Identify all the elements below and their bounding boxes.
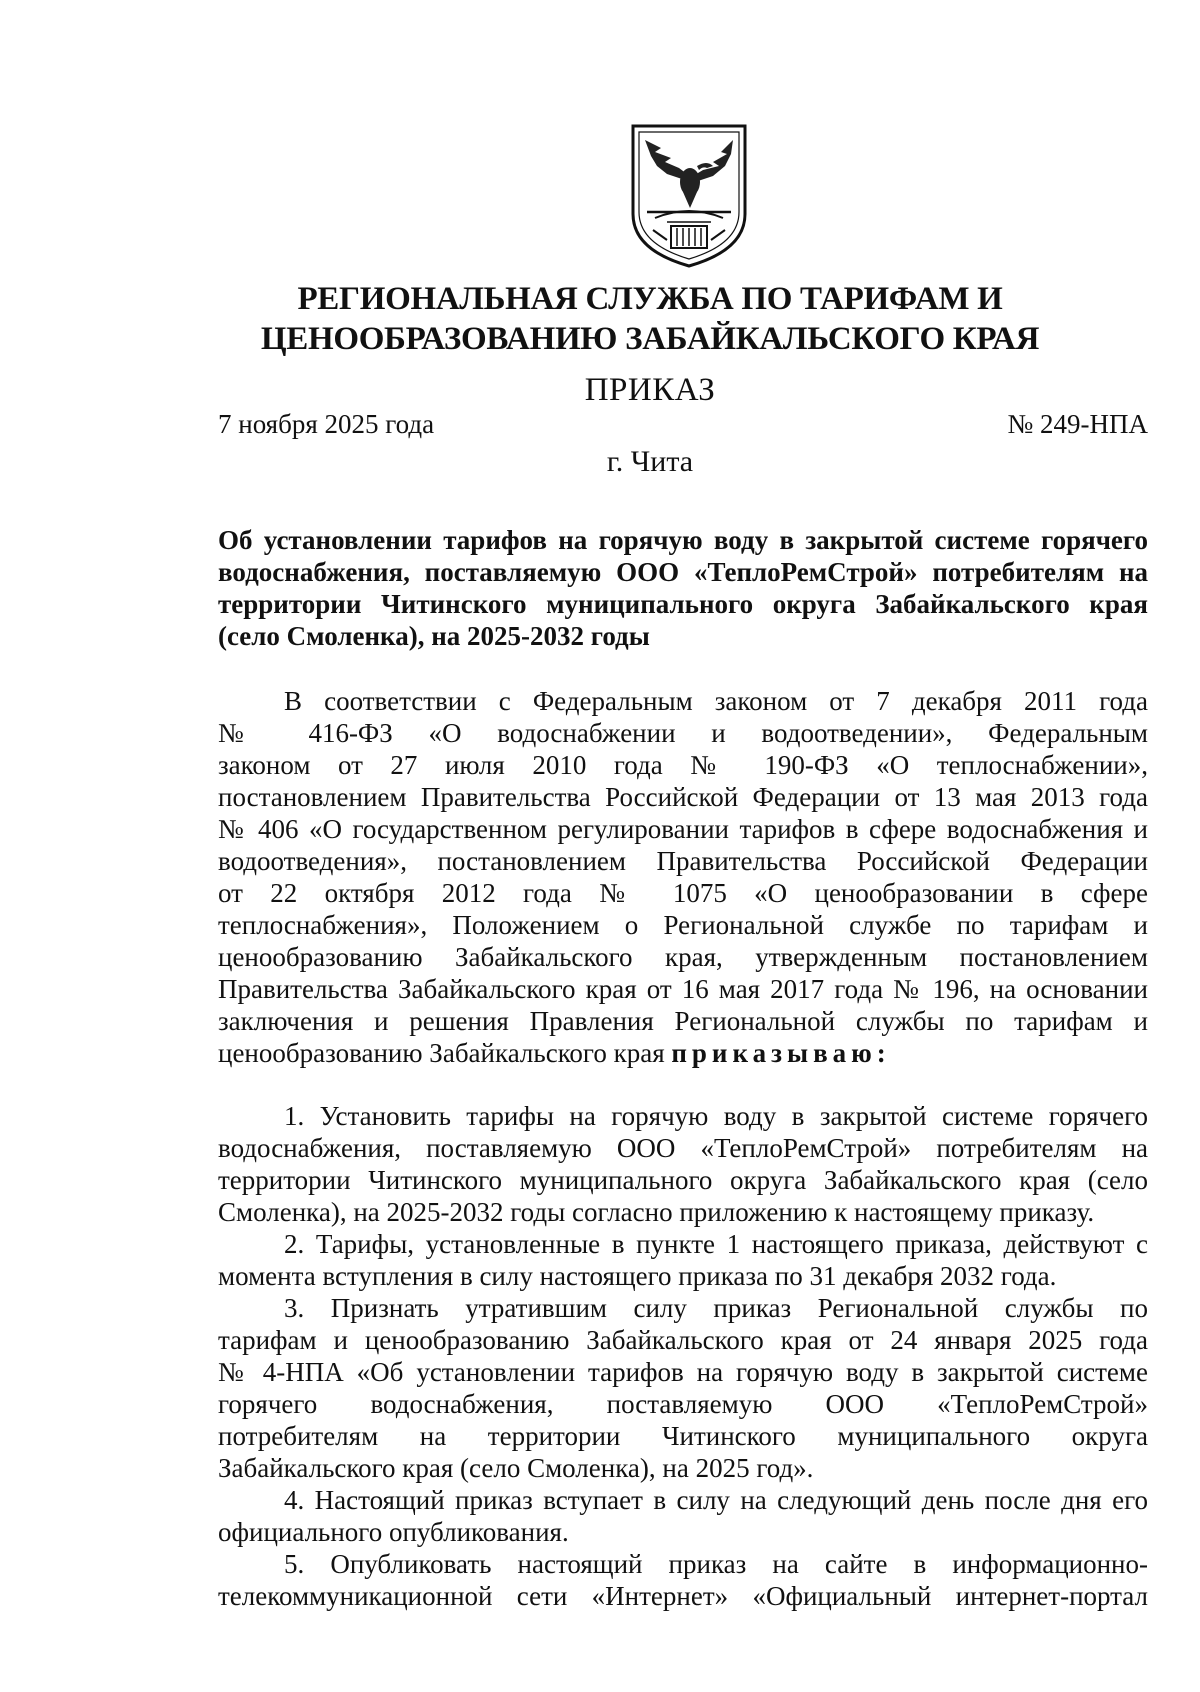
item-line: телекоммуникационной сети «Интернет» «Официальный интернет-портал	[218, 1581, 1148, 1611]
preamble-line: законом от 27 июля 2010 года № 190-ФЗ «О теплоснабжении»,	[218, 750, 1148, 780]
subject-line: территории Читинского муниципального округа Забайкальского края	[218, 589, 1148, 619]
document-type: ПРИКАЗ	[584, 372, 716, 408]
preamble-line: заключения и решения Правления Региональной службы по тарифам и	[218, 1006, 1148, 1036]
item-line: водоснабжения, поставляемую ООО «ТеплоРемСтрой» потребителям на	[218, 1133, 1148, 1163]
preamble-line: № 416-ФЗ «О водоснабжении и водоотведении», Федеральным	[218, 718, 1148, 748]
preamble-line: от 22 октября 2012 года № 1075 «О ценообразовании в сфере	[218, 878, 1148, 908]
item-line: 3. Признать утратившим силу приказ Региональной службы по	[284, 1293, 1148, 1323]
preamble-line: № 406 «О государственном регулировании тарифов в сфере водоснабжения и	[218, 814, 1148, 844]
document-subject	[218, 524, 1148, 652]
item-line: 1. Установить тарифы на горячую воду в закрытой системе горячего	[284, 1101, 1148, 1131]
item-line: 2. Тарифы, установленные в пункте 1 настоящего приказа, действуют с	[284, 1229, 1148, 1259]
item-line: территории Читинского муниципального округа Забайкальского края (село	[218, 1165, 1148, 1195]
item-line: № 4-НПА «Об установлении тарифов на горячую воду в закрытой системе	[218, 1357, 1148, 1387]
item-line: официального опубликования.	[218, 1517, 569, 1547]
preamble-line: теплоснабжения», Положением о Региональной службе по тарифам и	[218, 910, 1148, 940]
item-line: момента вступления в силу настоящего приказа по 31 декабря 2032 года.	[218, 1261, 1057, 1291]
preamble-line: ценообразованию Забайкальского края	[218, 1038, 672, 1068]
preamble-last-line	[218, 1037, 1148, 1069]
preamble-paragraph	[218, 685, 1148, 1069]
preamble-line: водоотведения», постановлением Правительства Российской Федерации	[218, 846, 1148, 876]
item-line: тарифам и ценообразованию Забайкальского края от 24 января 2025 года	[218, 1325, 1148, 1355]
subject-line: Об установлении тарифов на горячую воду в закрытой системе горячего	[218, 525, 1148, 555]
document-city: г. Чита	[606, 445, 694, 478]
document-date: 7 ноября 2025 года	[218, 409, 435, 439]
item-line: потребителям на территории Читинского муниципального округа	[218, 1421, 1148, 1451]
coat-of-arms-icon	[627, 122, 751, 270]
preamble-line: Правительства Забайкальского края от 16 мая 2017 года № 196, на основании	[218, 974, 1148, 1004]
item-line: горячего водоснабжения, поставляемую ООО «ТеплоРемСтрой»	[218, 1389, 1148, 1419]
organization-name-line-2: ЦЕНООБРАЗОВАНИЮ ЗАБАЙКАЛЬСКОГО КРАЯ	[260, 321, 1040, 357]
order-items	[218, 1100, 1148, 1612]
item-line: Смоленка), на 2025-2032 годы согласно приложению к настоящему приказу.	[218, 1197, 1095, 1227]
document-number: № 249-НПА	[1007, 409, 1148, 439]
item-line: 5. Опубликовать настоящий приказ на сайте в информационно-	[284, 1549, 1148, 1579]
preamble-line: постановлением Правительства Российской Федерации от 13 мая 2013 года	[218, 782, 1148, 812]
preamble-line: В соответствии с Федеральным законом от 7 декабря 2011 года	[284, 686, 1148, 716]
item-line: 4. Настоящий приказ вступает в силу на следующий день после дня его	[284, 1485, 1148, 1515]
order-word: приказываю:	[671, 1038, 891, 1068]
organization-name-line-1: РЕГИОНАЛЬНАЯ СЛУЖБА ПО ТАРИФАМ И	[297, 281, 1003, 317]
item-line: Забайкальского края (село Смоленка), на 2025 год».	[218, 1453, 814, 1483]
preamble-line: ценообразованию Забайкальского края, утвержденным постановлением	[218, 942, 1148, 972]
subject-line: (село Смоленка), на 2025-2032 годы	[218, 621, 650, 651]
subject-line: водоснабжения, поставляемую ООО «ТеплоРемСтрой» потребителям на	[218, 557, 1148, 587]
